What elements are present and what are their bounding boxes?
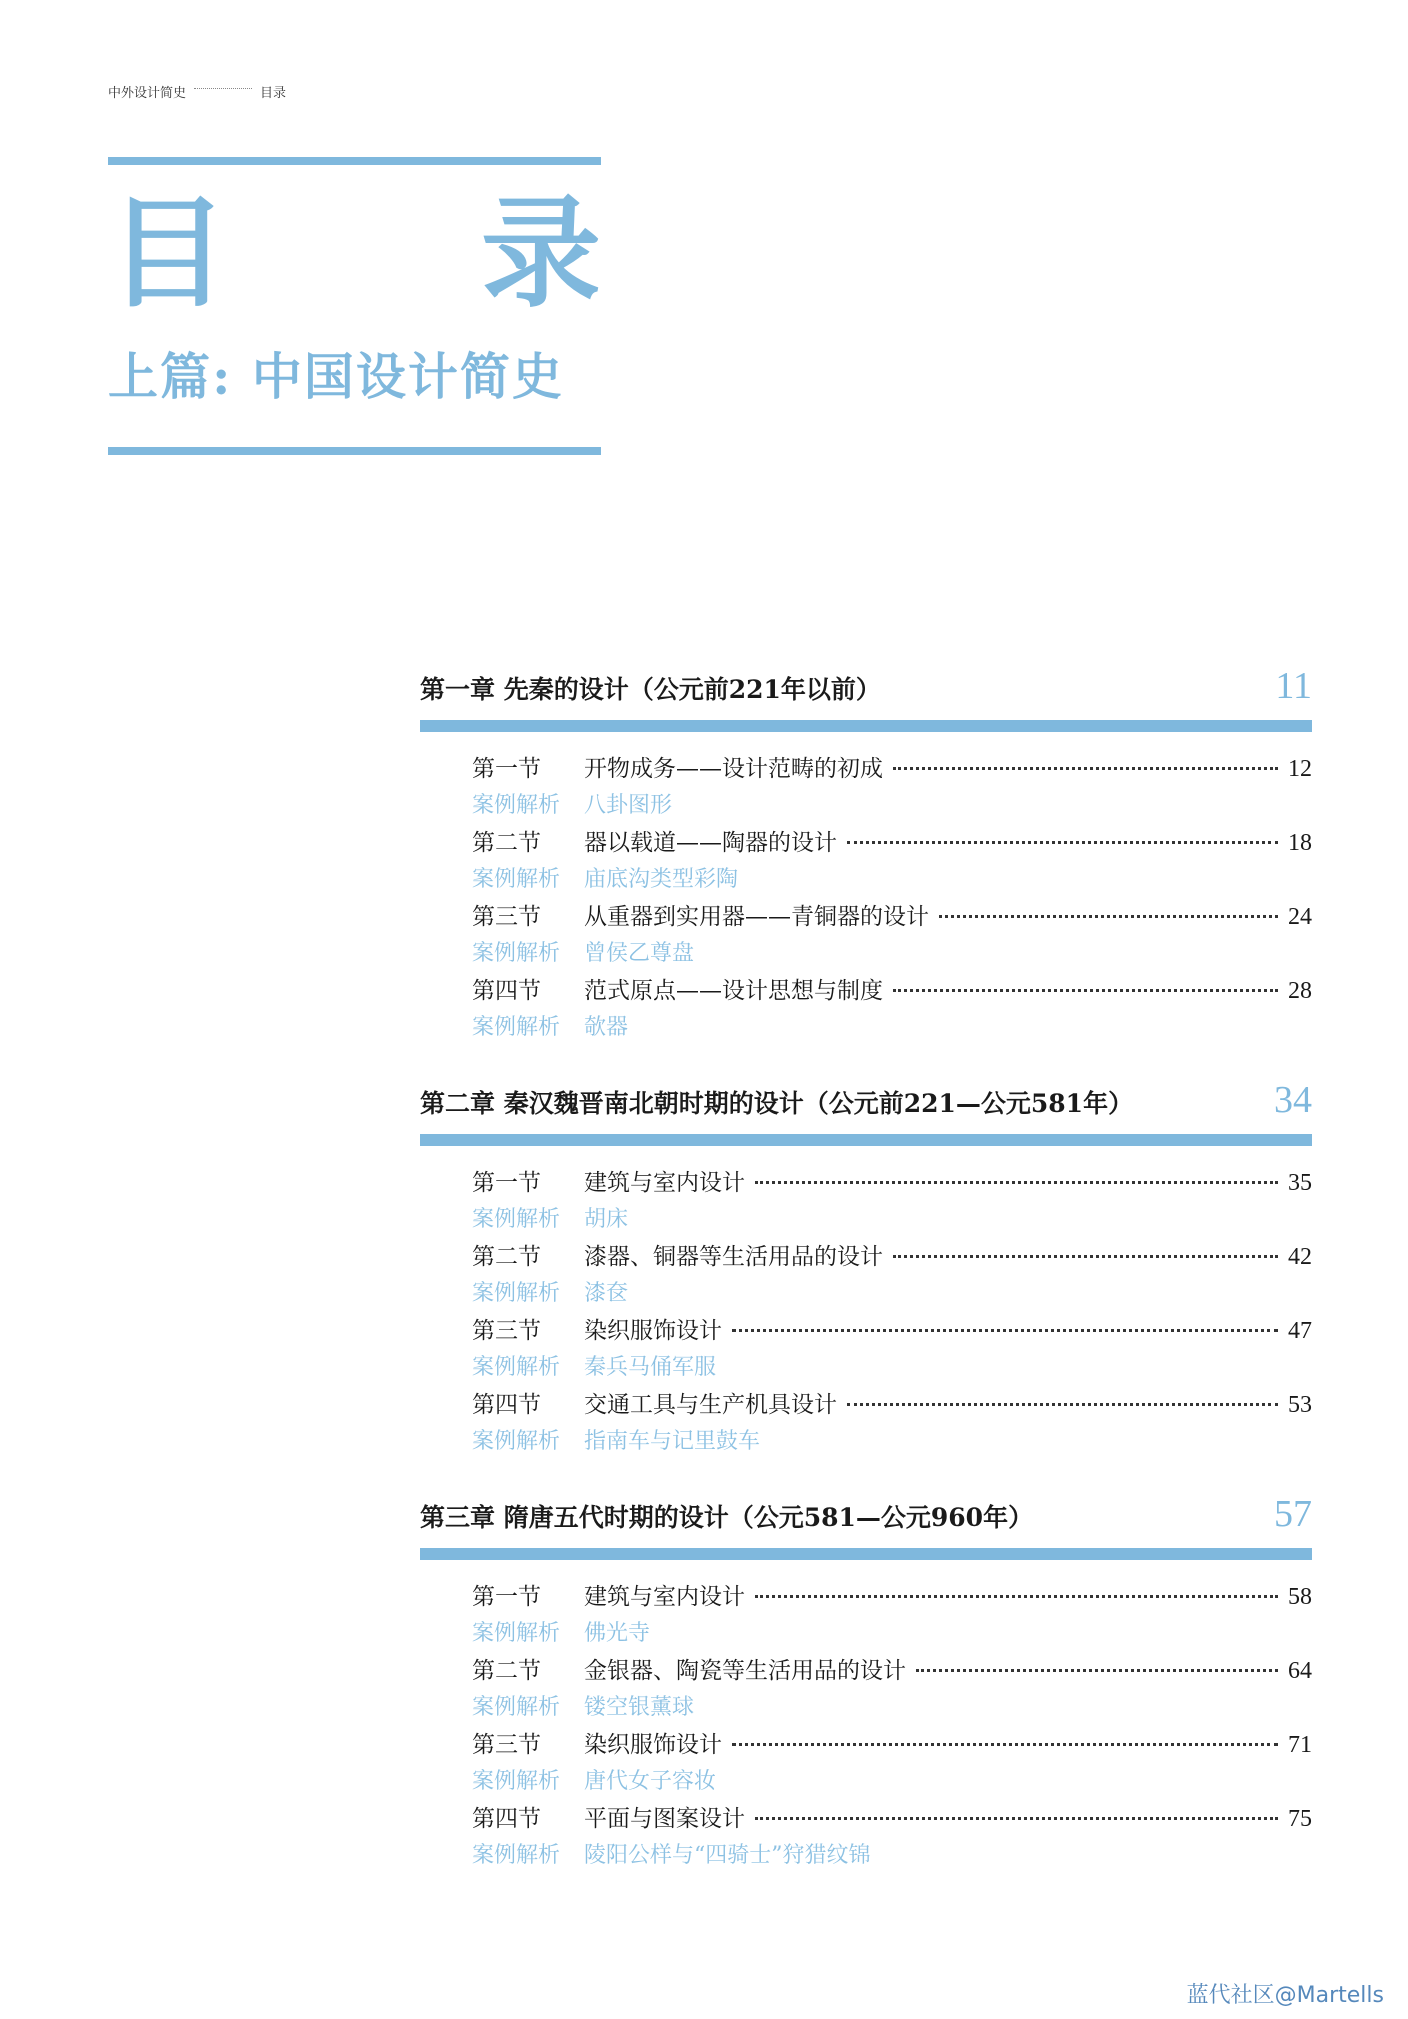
chapter-rule xyxy=(420,720,1312,732)
section-page-number: 64 xyxy=(1288,1658,1312,1684)
section-page-number: 53 xyxy=(1288,1392,1312,1418)
section-page-number: 18 xyxy=(1288,830,1312,856)
toc-case-row[interactable] xyxy=(472,1276,1312,1312)
section-number: 第二节 xyxy=(472,1244,541,1270)
case-label: 案例解析 xyxy=(472,1769,561,1794)
chapter-heading xyxy=(420,1488,1312,1548)
chapter-heading xyxy=(420,1074,1312,1134)
section-page-number: 35 xyxy=(1288,1170,1312,1196)
toc-case-row[interactable] xyxy=(472,788,1312,824)
section-title: 金银器、陶瓷等生活用品的设计 xyxy=(584,1658,906,1684)
case-title: 秦兵马俑军服 xyxy=(584,1355,717,1380)
toc-case-row[interactable] xyxy=(472,862,1312,898)
section-number: 第一节 xyxy=(472,756,541,782)
toc-section-row[interactable] xyxy=(472,824,1312,862)
section-number: 第二节 xyxy=(472,830,541,856)
case-label: 案例解析 xyxy=(472,1355,561,1380)
toc-section-row[interactable] xyxy=(472,1726,1312,1764)
section-number: 第三节 xyxy=(472,1732,541,1758)
section-number: 第四节 xyxy=(472,1806,541,1832)
dot-leader xyxy=(732,1743,1278,1746)
dot-leader xyxy=(916,1669,1278,1672)
toc-section-row[interactable] xyxy=(472,1800,1312,1838)
case-title: 陵阳公样与“四骑士”狩猎纹锦 xyxy=(584,1843,871,1868)
running-head-book: 中外设计简史 xyxy=(108,86,187,101)
case-label: 案例解析 xyxy=(472,1015,561,1040)
chapter-rule xyxy=(420,1134,1312,1146)
section-title: 建筑与室内设计 xyxy=(584,1584,745,1610)
section-title: 范式原点——设计思想与制度 xyxy=(584,978,883,1004)
chapter-title[interactable]: 第一章 先秦的设计（公元前221年以前） xyxy=(420,675,881,704)
chapter-page-number[interactable]: 34 xyxy=(1274,1079,1312,1121)
page-title-char-2: 录 xyxy=(481,185,601,324)
section-number: 第一节 xyxy=(472,1584,541,1610)
dot-leader xyxy=(732,1329,1278,1332)
dot-leader xyxy=(939,915,1278,918)
section-title: 交通工具与生产机具设计 xyxy=(584,1392,837,1418)
case-title: 曾侯乙尊盘 xyxy=(584,941,695,966)
toc-case-row[interactable] xyxy=(472,936,1312,972)
chapter-page-number[interactable]: 57 xyxy=(1274,1493,1312,1535)
case-title: 欹器 xyxy=(584,1015,629,1040)
toc-section-row[interactable] xyxy=(472,1652,1312,1690)
dot-leader xyxy=(893,989,1278,992)
case-label: 案例解析 xyxy=(472,867,561,892)
dot-leader xyxy=(847,841,1278,844)
section-number: 第三节 xyxy=(472,1318,541,1344)
case-title: 漆奁 xyxy=(584,1281,629,1306)
toc-section-row[interactable] xyxy=(472,898,1312,936)
section-page-number: 75 xyxy=(1288,1806,1312,1832)
running-head-section: 目录 xyxy=(260,86,287,101)
toc-section-row[interactable] xyxy=(472,972,1312,1010)
running-head xyxy=(108,82,286,101)
section-number: 第四节 xyxy=(472,978,541,1004)
toc-section-row[interactable] xyxy=(472,1578,1312,1616)
section-page-number: 12 xyxy=(1288,756,1312,782)
dot-leader xyxy=(893,767,1278,770)
toc-chapter xyxy=(420,660,1312,1046)
section-page-number: 58 xyxy=(1288,1584,1312,1610)
case-title: 镂空银薰球 xyxy=(584,1695,695,1720)
section-number: 第三节 xyxy=(472,904,541,930)
toc-case-row[interactable] xyxy=(472,1616,1312,1652)
section-page-number: 42 xyxy=(1288,1244,1312,1270)
chapter-entries xyxy=(420,750,1312,1046)
toc-case-row[interactable] xyxy=(472,1764,1312,1800)
toc-case-row[interactable] xyxy=(472,1010,1312,1046)
toc-chapter xyxy=(420,1488,1312,1874)
toc-case-row[interactable] xyxy=(472,1838,1312,1874)
toc-case-row[interactable] xyxy=(472,1202,1312,1238)
case-title: 佛光寺 xyxy=(584,1621,651,1646)
section-number: 第一节 xyxy=(472,1170,541,1196)
toc-section-row[interactable] xyxy=(472,1238,1312,1276)
part-subtitle: 上篇: 中国设计简史 xyxy=(108,347,564,406)
dot-leader xyxy=(755,1595,1278,1598)
chapter-entries xyxy=(420,1164,1312,1460)
section-page-number: 47 xyxy=(1288,1318,1312,1344)
dot-leader xyxy=(847,1403,1278,1406)
dot-leader xyxy=(755,1817,1278,1820)
case-label: 案例解析 xyxy=(472,1207,561,1232)
case-title: 庙底沟类型彩陶 xyxy=(584,867,739,892)
chapter-entries xyxy=(420,1578,1312,1874)
section-title: 从重器到实用器——青铜器的设计 xyxy=(584,904,929,930)
dot-leader xyxy=(755,1181,1278,1184)
chapter-title[interactable]: 第三章 隋唐五代时期的设计（公元581—公元960年） xyxy=(420,1503,1034,1532)
table-of-contents xyxy=(420,660,1312,1902)
case-label: 案例解析 xyxy=(472,1695,561,1720)
section-title: 器以载道——陶器的设计 xyxy=(584,830,837,856)
case-label: 案例解析 xyxy=(472,941,561,966)
chapter-title[interactable]: 第二章 秦汉魏晋南北朝时期的设计（公元前221—公元581年） xyxy=(420,1089,1134,1118)
chapter-heading xyxy=(420,660,1312,720)
dot-leader xyxy=(893,1255,1278,1258)
chapter-rule xyxy=(420,1548,1312,1560)
section-number: 第二节 xyxy=(472,1658,541,1684)
case-title: 指南车与记里鼓车 xyxy=(584,1429,761,1454)
case-title: 唐代女子容妆 xyxy=(584,1769,717,1794)
section-page-number: 24 xyxy=(1288,904,1312,930)
section-title: 染织服饰设计 xyxy=(584,1318,722,1344)
case-label: 案例解析 xyxy=(472,1621,561,1646)
toc-section-row[interactable] xyxy=(472,1312,1312,1350)
page-title xyxy=(108,185,601,324)
toc-case-row[interactable] xyxy=(472,1350,1312,1386)
case-label: 案例解析 xyxy=(472,1429,561,1454)
section-page-number: 71 xyxy=(1288,1732,1312,1758)
section-title: 漆器、铜器等生活用品的设计 xyxy=(584,1244,883,1270)
title-rule-bottom xyxy=(108,447,601,455)
case-title: 胡床 xyxy=(584,1207,629,1232)
section-page-number: 28 xyxy=(1288,978,1312,1004)
title-rule-top xyxy=(108,157,601,165)
case-title: 八卦图形 xyxy=(584,793,673,818)
toc-section-row[interactable] xyxy=(472,750,1312,788)
section-number: 第四节 xyxy=(472,1392,541,1418)
section-title: 建筑与室内设计 xyxy=(584,1170,745,1196)
toc-case-row[interactable] xyxy=(472,1424,1312,1460)
toc-chapter xyxy=(420,1074,1312,1460)
watermark: 蓝代社区@Martells xyxy=(1186,1983,1384,2008)
chapter-page-number[interactable]: 11 xyxy=(1275,665,1312,707)
section-title: 染织服饰设计 xyxy=(584,1732,722,1758)
toc-section-row[interactable] xyxy=(472,1164,1312,1202)
section-title: 平面与图案设计 xyxy=(584,1806,745,1832)
case-label: 案例解析 xyxy=(472,793,561,818)
section-title: 开物成务——设计范畴的初成 xyxy=(584,756,883,782)
case-label: 案例解析 xyxy=(472,1281,561,1306)
title-block xyxy=(108,157,601,406)
running-head-dots xyxy=(194,88,252,89)
case-label: 案例解析 xyxy=(472,1843,561,1868)
toc-case-row[interactable] xyxy=(472,1690,1312,1726)
toc-section-row[interactable] xyxy=(472,1386,1312,1424)
page-title-char-1: 目 xyxy=(108,185,228,324)
